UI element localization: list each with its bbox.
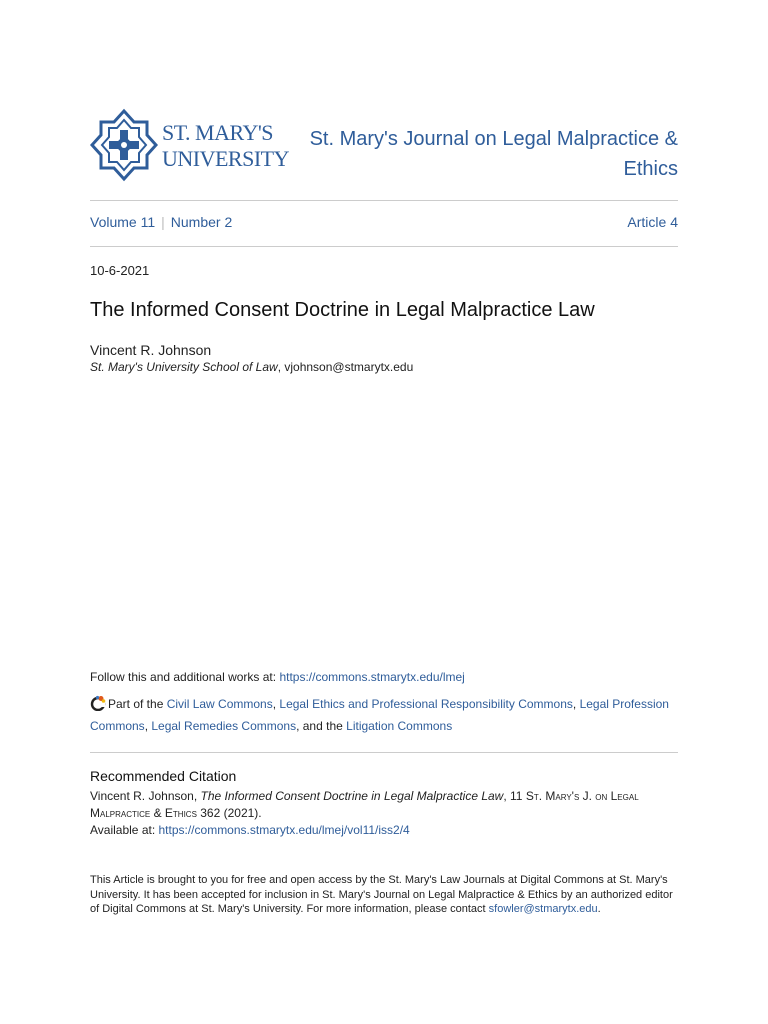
author-name: Vincent R. Johnson [90, 342, 212, 358]
citation-author: Vincent R. Johnson, [90, 789, 201, 803]
citation-journal: St. Mary's J. on Legal Malpractice & Ethics [90, 789, 639, 820]
divider [90, 246, 678, 247]
part-of-commons [90, 693, 678, 737]
access-note-text: This Article is brought to you for free and open access by the St. Mary's Law Journals at Digital Commons at St. Mary's University. It has been accepted for inclusion in St. Mary's Journal on Legal Malpractice & Ethics by an authorized editor of Digital Commons at St. Mary's University. For more information, please contact [90, 874, 673, 915]
access-note [90, 873, 678, 917]
issue-separator: | [161, 214, 165, 230]
commons-link-civil-law[interactable]: Civil Law Commons [166, 697, 273, 711]
collection-link[interactable]: https://commons.stmarytx.edu/lmej [279, 670, 465, 684]
number-link[interactable]: Number 2 [170, 214, 233, 230]
issue-bar [90, 214, 678, 230]
volume-link[interactable]: Volume 11 [90, 214, 156, 230]
contact-email-link[interactable]: sfowler@stmarytx.edu [488, 903, 598, 915]
article-link[interactable]: Article 4 [627, 214, 678, 230]
header [90, 106, 678, 188]
citation-volume: , 11 [503, 789, 526, 803]
separator: , [272, 697, 280, 711]
commons-link-litigation[interactable]: Litigation Commons [346, 719, 453, 733]
recommended-citation [90, 788, 678, 839]
follow-works [90, 670, 465, 684]
citation-page-year: 362 (2021). [196, 806, 262, 820]
article-title: The Informed Consent Doctrine in Legal Malpractice Law [90, 299, 595, 321]
follow-prefix: Follow this and additional works at: [90, 670, 280, 684]
available-prefix: Available at: [90, 823, 159, 837]
affiliation-name: St. Mary's University School of Law [90, 360, 278, 374]
separator: , [572, 697, 580, 711]
commons-link-legal-profession[interactable]: Legal Profession Commons [90, 697, 669, 733]
creative-commons-icon [90, 695, 106, 711]
author-email: , vjohnson@stmarytx.edu [277, 360, 414, 374]
publication-date: 10-6-2021 [90, 263, 150, 278]
divider [90, 200, 678, 201]
journal-title-link[interactable]: St. Mary's Journal on Legal Malpractice & Ethics [309, 128, 678, 180]
cover-page [90, 0, 678, 1024]
part-of-prefix: Part of the [108, 697, 167, 711]
article-url-link[interactable]: https://commons.stmarytx.edu/lmej/vol11/iss2/4 [158, 823, 410, 837]
commons-link-legal-remedies[interactable]: Legal Remedies Commons [151, 719, 297, 733]
recommended-citation-heading: Recommended Citation [90, 768, 237, 784]
logo-line-2: UNIVERSITY [162, 146, 289, 171]
university-logo[interactable] [90, 108, 289, 182]
author-affiliation [90, 360, 413, 374]
university-crest-icon [90, 108, 158, 182]
separator: , [144, 719, 152, 733]
logo-line-1: ST. MARY'S [162, 120, 274, 145]
separator: , and the [296, 719, 347, 733]
citation-title: The Informed Consent Doctrine in Legal Malpractice Law [200, 789, 504, 803]
divider [90, 752, 678, 753]
access-note-end: . [597, 903, 601, 915]
commons-link-legal-ethics[interactable]: Legal Ethics and Professional Responsibility Commons [279, 697, 573, 711]
